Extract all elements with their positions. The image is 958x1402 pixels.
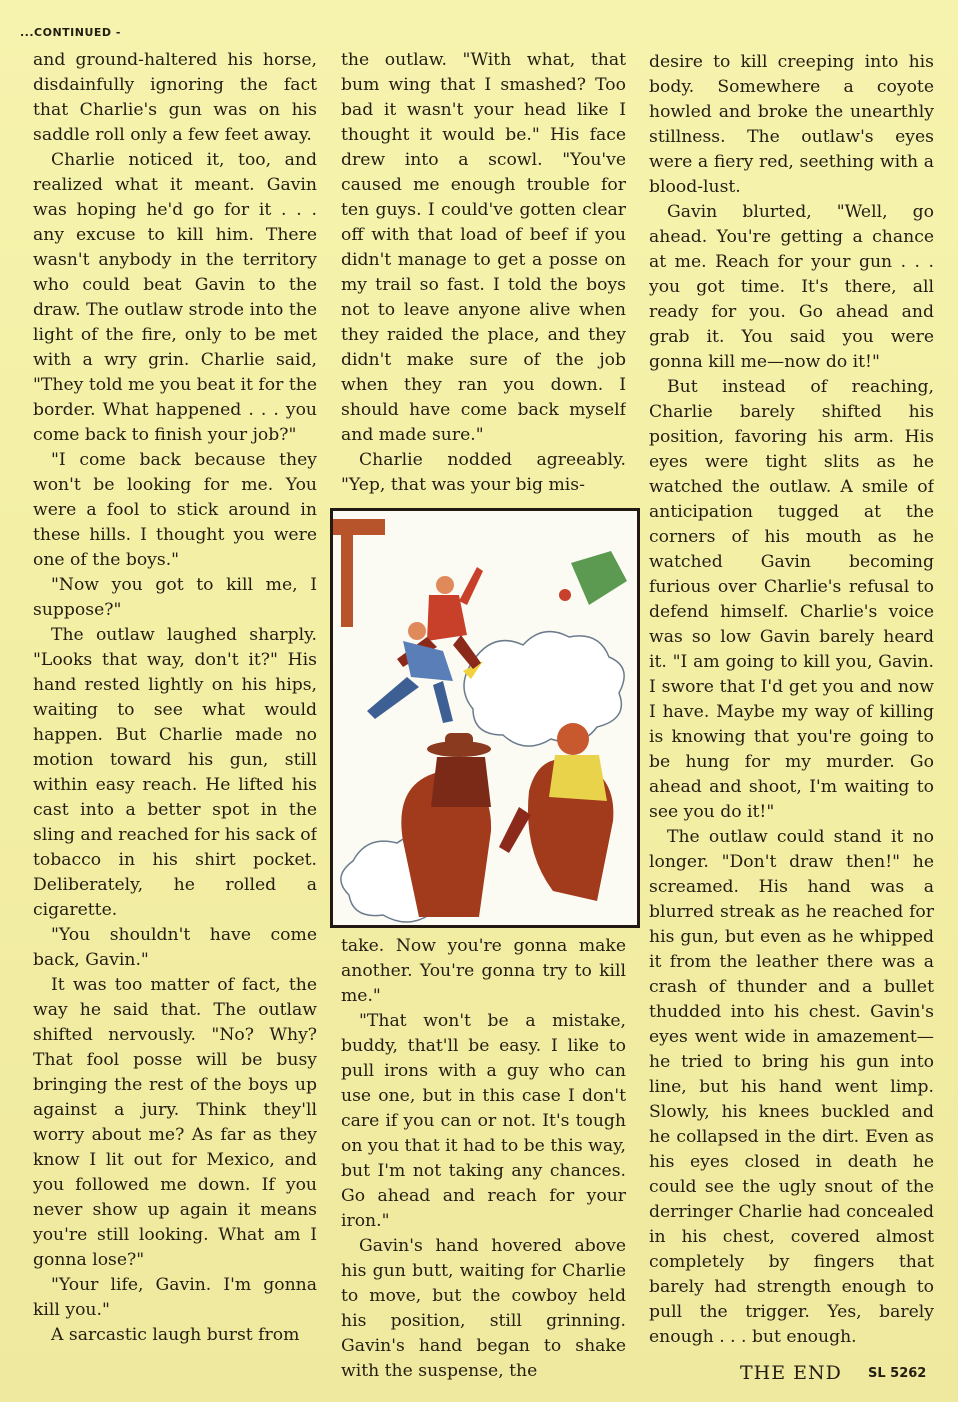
red-figure-head <box>436 576 454 594</box>
story-paragraph: desire to kill creeping into his body. Somewhere a coyote howled and broke the unearthly stillness. The outlaw's eyes were a fiery red, seething with a blood-lust. <box>649 52 934 197</box>
story-paragraph: "I come back because they won't be looking for me. You were a fool to stick around in these hills. I thought you were one of the boys." <box>33 450 317 570</box>
story-column-2-bottom <box>341 934 626 1394</box>
story-paragraph: Charlie noticed it, too, and realized what it meant. Gavin was hoping he'd go for it . . . any excuse to kill him. There wasn't anybody in the territory who could beat Gavin to the draw. The outlaw strode into the light of the fire, only to be met with a wry grin. Charlie said, "They told me you beat it for the border. What happened . . . you come back to finish your job?" <box>33 150 317 445</box>
story-paragraph: "You shouldn't have come back, Gavin." <box>33 925 317 970</box>
story-paragraph: The outlaw laughed sharply. "Looks that way, don't it?" His hand rested lightly on his hips, waiting to see what would happen. But Charlie made no motion toward his gun, still within easy reach. He lifted his cast into a better spot in the sling and reached for his sack of tobacco in his shirt pocket. Deliberately, he rolled a cigarette. <box>33 625 317 920</box>
green-figure-hand <box>559 589 571 601</box>
wooden-sign <box>333 519 385 535</box>
story-paragraph: and ground-haltered his horse, disdainfully ignoring the fact that Charlie's gun was on his saddle roll only a few feet away. <box>33 50 317 145</box>
job-code: SL 5262 <box>868 1366 927 1381</box>
right-rider-hat <box>557 723 589 755</box>
smoke-cloud-upper <box>464 632 624 747</box>
story-paragraph: It was too matter of fact, the way he said that. The outlaw shifted nervously. "No? Why? That fool posse will be busy bringing the rest of the boys up against a jury. Think they'll worry about me? As far as they know I lit out for Mexico, and you followed me down. If you never show up again it means you're still looking. What am I gonna lose?" <box>33 975 317 1270</box>
story-paragraph: "Now you got to kill me, I suppose?" <box>33 575 317 620</box>
continued-label: ...CONTINUED - <box>20 26 121 39</box>
story-paragraph: Gavin's hand hovered above his gun butt, waiting for Charlie to move, but the cowboy held his position, still grinning. Gavin's hand began to shake with the suspense, the <box>341 1236 626 1381</box>
red-figure-arm <box>459 567 483 605</box>
blue-figure-legs <box>367 677 453 723</box>
right-horse-leg <box>499 807 531 853</box>
story-paragraph: But instead of reaching, Charlie barely shifted his position, favoring his arm. His eyes were tight slits as he watched the outlaw. A smile of anticipation tugged at the corners of his mouth as he watched Gavin becoming furious over Charlie's refusal to defend himself. Charlie's voice was so low Gavin barely heard it. "I am going to kill you, Gavin. I swore that I'd get you and now I have. Maybe my way of killing is knowing that you're going to be hung for my murder. Go ahead and shoot, I'm waiting to see you do it!" <box>649 377 934 822</box>
green-figure-body <box>571 551 627 605</box>
story-column-2-top <box>341 48 626 500</box>
the-end-label: THE END <box>740 1362 842 1384</box>
story-paragraph: A sarcastic laugh burst from <box>51 1325 300 1345</box>
gunfight-illustration <box>333 511 637 925</box>
story-paragraph: the outlaw. "With what, that bum wing that I smashed? Too bad it wasn't your head like I thought it would be." His face drew into a scowl. "You've caused me enough trouble for ten guys. I could've gotten clear off with that load of beef if you didn't manage to get a posse on my trail so fast. I told the boys not to leave anyone alive when they raided the place, and they didn't make sure of the job when they ran you down. I should have come back myself and made sure." <box>341 50 626 445</box>
story-paragraph: The outlaw could stand it no longer. "Don't draw then!" he screamed. His hand was a blurred streak as he reached for his gun, but even as he whipped it from the leather there was a crash of thunder and a bullet thudded into his chest. Gavin's eyes went wide in amazement—he tried to bring his gun into line, but his hand went limp. Slowly, his knees buckled and he collapsed in the dirt. Even as his eyes closed in death he could see the ugly snout of the derringer Charlie had concealed in his chest, covered almost completely by fingers that barely had strength enough to pull the trigger. Yes, barely enough . . . but enough. <box>649 827 934 1347</box>
story-paragraph: take. Now you're gonna make another. You're gonna try to kill me." <box>341 936 626 1006</box>
wooden-post <box>341 535 353 627</box>
right-rider-shirt <box>549 755 607 801</box>
story-paragraph: "That won't be a mistake, buddy, that'll be easy. I like to pull irons with a guy who can use one, but in this case I don't care if you can or not. It's tough on you that it had to be this way, but I'm not taking any chances. Go ahead and reach for your iron." <box>341 1011 626 1231</box>
blue-figure-head <box>408 622 426 640</box>
story-paragraph: "Your life, Gavin. I'm gonna kill you." <box>33 1275 317 1320</box>
left-rider-body <box>431 757 491 807</box>
story-column-3 <box>649 50 934 1360</box>
story-paragraph: Charlie nodded agreeably. "Yep, that was your big mis- <box>341 450 626 495</box>
story-paragraph: Gavin blurted, "Well, go ahead. You're getting a chance at me. Reach for your gun . . . you got time. It's there, all ready for you. Go ahead and grab it. You said you were gonna kill me—now do it!" <box>649 202 934 372</box>
story-column-1 <box>33 48 317 1393</box>
left-rider-hat <box>445 733 473 751</box>
illustration-panel <box>330 508 640 928</box>
